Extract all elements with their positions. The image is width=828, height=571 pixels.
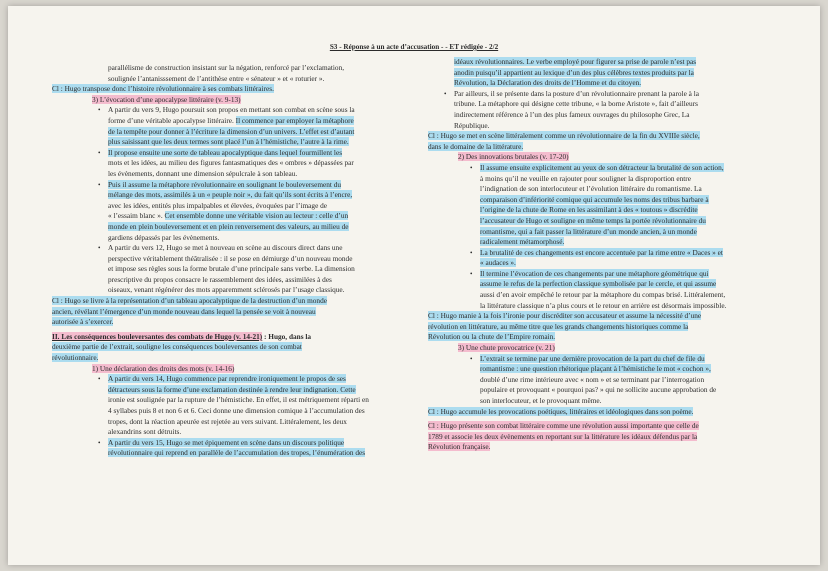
right-column	[428, 57, 798, 453]
bullet-item: • Il assume ensuite explicitement au yeux de son détracteur la brutalité de son action, à moins qu’il ne veuille en rajouter pour souligner la disproportion entre l’indignation de son interlocuteur et l’évolution littéraire du romantisme. La comparaison d’infériorité comique qui accumule les noms des tribus barbare à l’origine de la chute de Rome en les assimilant à des « toutous » discrédite l’accusateur de Hugo et souligne en même temps la portée révolutionnaire du romantisme, qui a fait passer la littérature d’un monde ancien, à un monde radicalement métamorphosé.	[470, 162, 724, 247]
part-heading: II. Les conséquences bouleversantes des combats de Hugo (v. 14-21) : Hugo, dans la deuxième partie de l’extrait, souligne les conséquences bouleversantes de son combat révolutionnaire.	[52, 331, 312, 363]
partial-conclusion: Cl : Hugo transpose donc l’histoire révolutionnaire à ses combats littéraires.	[52, 84, 274, 94]
subsection-heading: 2) Des innovations brutales (v. 17-20)	[458, 152, 569, 162]
bullet-item: • A partir du vers 9, Hugo poursuit son propos en mettant son combat en scène sous la forme d’une véritable apocalypse littéraire. Il commence par employer la métaphore de la tempête pour donner à l’écriture la dimension d’un univers. L’effet est d’autant plus saisissant que les deux termes sont placé l’un à l’hémistiche, l’autre à la rime.	[98, 105, 355, 147]
bullet-item: • La brutalité de ces changements est encore accentuée par la rime entre « Daces » et « audaces ».	[470, 247, 723, 268]
partial-conclusion: Cl : Hugo manie à la fois l’ironie pour discréditer son accusateur et assume la nécessité d’une révolution en littérature, au même titre que les grands changements historiques comme la Révolution ou la chute de l’Empire romain.	[428, 311, 702, 342]
subsection-heading: 3) Une chute provocatrice (v. 21)	[458, 343, 555, 353]
paragraph: parallélisme de construction insistant sur la négation, renforcé par l’exclamation, soulignée l’antanisssement de l’antithèse entre « sénateur » et « roturier ».	[108, 63, 345, 83]
bullet-item: • A partir du vers 14, Hugo commence par reprendre ironiquement le propos de ses détracteurs sous la forme d’une exclamation destinée à rendre leur indignation. Cette ironie est soulignée par la rupture de l’hémistiche. En effet, il est métriquement réparti en 4 syllabes puis 8 et non 6 et 6. Ceci donne une dimension comique à l’accumulation des tropes, dont la réaction apeurée est rejetée au vers suivant. Littéralement, les deux alexandrins sont détruits.	[98, 374, 369, 437]
bullet-item: • Puis il assume la métaphore révolutionnaire en soulignant le bouleversement du mélange des mots, assimilés à un « peuple noir », du fait qu’ils sont écrits à l’encre, avec les idées, entités plus impalpables et élevées, évoquées par l’image de « l’essaim blanc ». Cet ensemble donne une véritable vision au lecteur : celle d’un monde en plein bouleversement et en plein renversement des valeurs, au milieu de gardiens dépassés par les évènements.	[98, 179, 353, 242]
bullet-item: • A partir du vers 15, Hugo se met épiquement en scène dans un discours politique révolutionnaire qui reprend en parallèle de l’accumulation des tropes, l’énumération des	[98, 437, 366, 458]
left-column	[52, 63, 420, 459]
partial-conclusion: Cl : Hugo accumule les provocations poétiques, littéraires et idéologiques dans son poème.	[428, 406, 694, 416]
bullet-item: • Il propose ensuite une sorte de tableau apocalyptique dans lequel fourmillent les mots et les idées, au milieu des figures fantasmatiques des « ombres » dépassées par les évènements, donnant une dimension sépulcrale à son tableau.	[98, 147, 354, 178]
bullet-item: • Il termine l’évocation de ces changements par une métaphore géométrique qui assume le refus de la perfection classique symbolisée par le cercle, et qui assume aussi d’en avoir empêché le retour par la métaphore du compas brisé. Littéralement, la littérature classique n’a plus cours et le retour en arrière est désormais impossible.	[470, 268, 727, 310]
bullet-item: • L’extrait se termine par une dernière provocation de la part du chef de file du romantisme : une question rhétorique plaçant à l’hémistiche le mot « cochon », doublé d’une rime intérieure avec « nom » et se terminant par l’interrogation populaire et provoquant « pourquoi pas? » qui ne sollicite aucune approbation de son interlocuteur, et le provoquant même.	[470, 353, 717, 405]
partial-conclusion: Cl : Hugo se livre à la représentation d’un tableau apocalyptique de la destruction d’un monde ancien, révélant l’émergence d’un monde nouveau dans lequel la pensée se voit à nouveau autorisée à s’exercer.	[52, 296, 327, 327]
general-conclusion: Cl : Hugo présente son combat littéraire comme une révolution aussi importante que celle de 1789 et associe les deux évènements en reportant sur la littérature les idéaux défendus par la Révolution française.	[428, 421, 699, 452]
subsection-heading: 3) L’évocation d’une apocalypse littéraire (v. 9-13)	[92, 94, 241, 104]
partial-conclusion: Cl : Hugo se met en scène littéralement comme un révolutionnaire de la fin du XVIIIe siècle, dans le domaine de la littérature.	[428, 131, 700, 151]
bullet-item: • Par ailleurs, il se présente dans la posture d’un révolutionnaire prenant la parole à la tribune. La métaphore qui désigne cette tribune, « la borne Aristote », fait d’ailleurs indirectement référence à l’un des plus fameux ouvrages du philosophe Grec, La République.	[444, 88, 699, 130]
page-title: S3 - Réponse à un acte d’accusation - - ET rédigée - 2/2	[329, 43, 499, 51]
paragraph: idéaux révolutionnaires. Le verbe employé pour figurer sa prise de parole n’est pas anodin puisqu’il appartient au lexique d’un des plus célèbres textes produits par la Révolution, la Déclaration des droits de l’Homme et du citoyen.	[454, 57, 697, 88]
document-page	[8, 6, 820, 565]
subsection-heading: 1) Une déclaration des droits des mots (v. 14-16)	[92, 363, 235, 373]
bullet-item: • A partir du vers 12, Hugo se met à nouveau en scène au discours direct dans une perspective véritablement théâtralisée : il se pose en démiurge d’un nouveau monde et impose ses règles sous la forme brutale d’une principale sans verbe. La dimension prescriptive du propos consacre le rassemblement des idées, assimilées à des oiseaux, venant régénérer des mots apparemment sclérosés par l’usage classique.	[98, 243, 355, 295]
